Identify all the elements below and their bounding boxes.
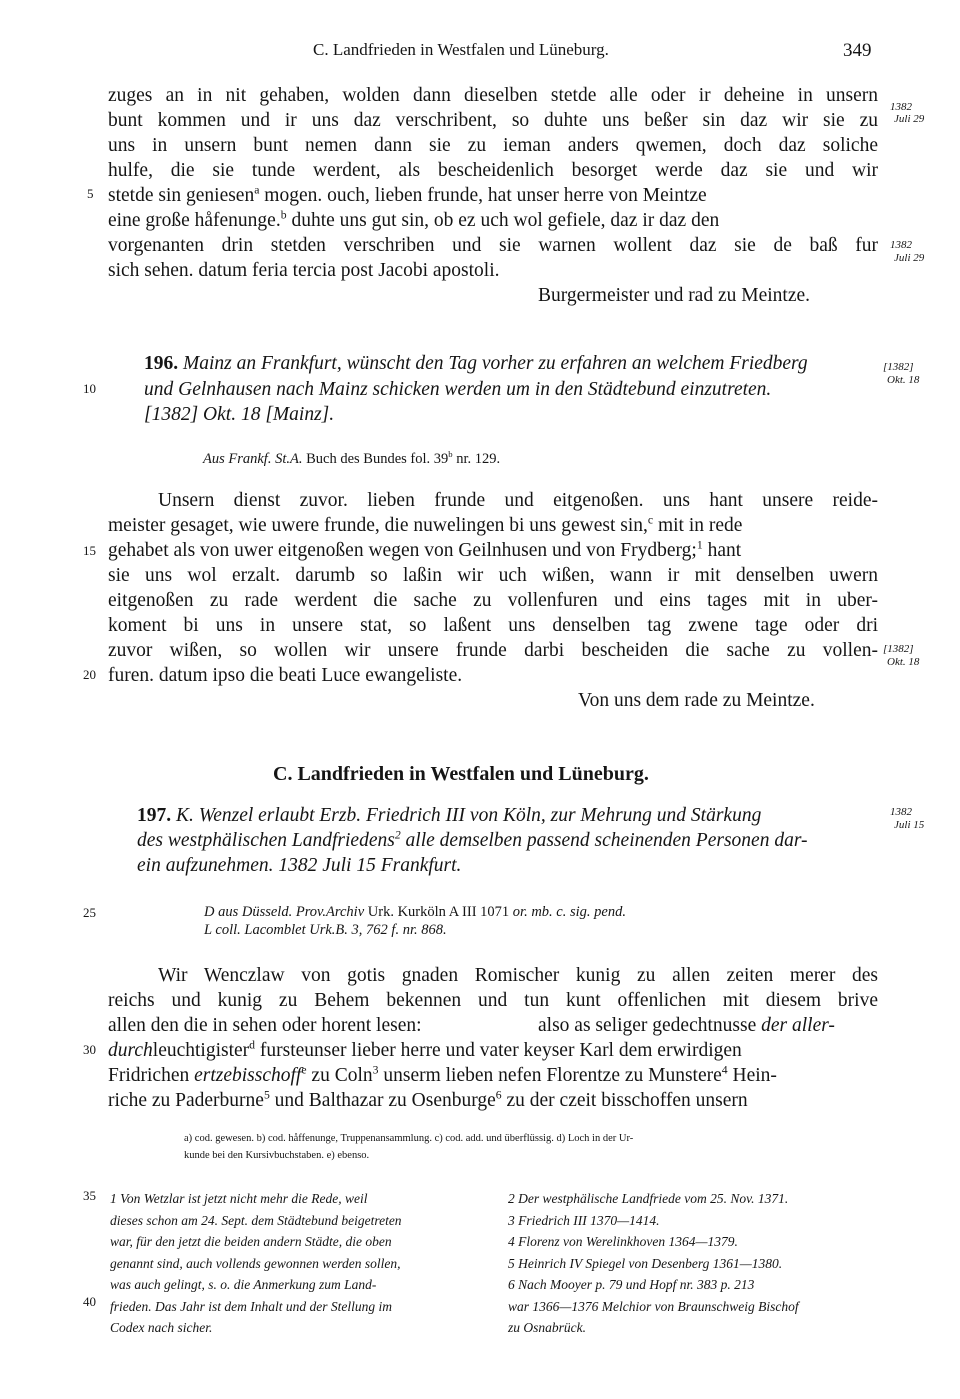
text-line: eitgenoßen zu rade werdent die sache zu vollenfuren und eins tages mit in uber- [108,590,878,611]
margin-date: [1382] Okt. 18 [883,643,920,668]
text-line: zuges an in nit gehaben, wolden dann dieselben stetde alle oder ir deheine in unsern [108,85,878,106]
doc-197-source: D aus Düsseld. Prov.Archiv Urk. Kurköln A III 1071 or. mb. c. sig. pend. [204,904,626,920]
note-marker: a [254,183,260,197]
text-line: riche zu Paderburne$^5$ und Balthazar zu Osenburge$^6$ zu der czeit bisschoffen unsern [108,1088,748,1111]
signature: Von uns dem rade zu Meintze. [578,690,815,711]
doc-197-regest: des westphälischen Landfriedens$^2$ alle demselben passend scheinenden Personen dar- [137,828,808,851]
text-line: uns in unsern bunt nemen dann sie zu ieman anders qwemen, doch daz soliche [108,135,878,156]
text-line: zuvor wißen, so wollen wir unsere frunde darbi bescheiden die sache zu vollen- [108,640,878,661]
note-marker: b [280,208,287,222]
line-number: 15 [83,543,96,558]
doc-197-date: ein aufzunehmen. 1382 Juli 15 Frankfurt. [137,855,462,876]
footnote-line: 5 Heinrich IV Spiegel von Desenberg 1361—1380. [508,1255,783,1271]
note-marker: 4 [721,1063,728,1077]
note-marker: c [647,513,654,527]
doc-196-source: Aus Frankf. St.A. Buch des Bundes fol. 39$^b$ nr. 129. [203,449,501,467]
text-line: vorgenanten drin stetden verschriben und sie warnen wollent daz sie de baß fur [108,235,878,256]
line-number: 40 [83,1294,96,1309]
text-line: reichs und kunig zu Behem bekennen und tun kunt offenlichen mit diesem brive [108,990,878,1011]
margin-date: [1382] Okt. 18 [883,361,920,386]
footnotes-left [110,1188,402,1339]
text-line: sie uns wol erzalt. darumb so laßin wir uch wißen, wann ir mit denselben uwern [108,565,878,586]
apparatus-line: kunde bei den Kursivbuchstaben. e) ebenso. [184,1150,370,1161]
doc-number: 197. [137,805,172,826]
doc-196-date: [1382] Okt. 18 [Mainz]. [144,404,335,425]
footnotes-right [508,1188,799,1339]
footnote-line: was auch gelingt, s. o. die Anmerkung zum Land- [110,1277,377,1292]
text-line: gehabet als von uwer eitgenoßen wegen von Geilnhusen und von Frydberg;$^1$ hant [108,538,742,561]
note-marker: d [249,1038,256,1052]
doc-number: 196. [144,353,179,374]
footnote-line: frieden. Das Jahr ist dem Inhalt und der Stellung im [110,1298,392,1314]
signature: Burgermeister und rad zu Meintze. [538,285,811,306]
line-number: 25 [83,905,96,920]
footnote-line: 3 Friedrich III 1370—1414. [508,1212,660,1228]
note-marker: 3 [372,1063,379,1077]
page-number: 349 [843,40,872,61]
note-marker: e [301,1063,307,1077]
footnote-line: 1 Von Wetzlar ist jetzt nicht mehr die Rede, weil [110,1191,368,1206]
footnote-line: 4 Florenz von Werelinkhoven 1364—1379. [508,1234,738,1249]
footnote-line: 6 Nach Mooyer p. 79 und Hopf nr. 383 p. 213 [508,1277,755,1292]
line-number: 10 [83,381,96,396]
footnote-line: war 1366—1376 Melchior von Braunschweig Bischof [508,1298,799,1314]
text-line: stetde sin geniesen$^a$ mogen. ouch, lieben frunde, hat unser herre von Meintze [108,183,707,206]
footnote-line: zu Osnabrück. [508,1320,586,1335]
margin-date: 1382 Juli 29 [890,239,925,264]
text-line: Unsern dienst zuvor. lieben frunde und eitgenoßen. uns hant unsere reide- [158,490,878,511]
text-line: durchleuchtigister$^d$ fursteunser lieber herre und vater keyser Karl dem erwirdigen [108,1038,742,1061]
text-line: hulfe, die sie tunde werdent, als bescheidenlich besorget werde daz sie und wir [108,160,878,181]
line-number: 5 [87,186,94,201]
doc-197-source: L coll. Lacomblet Urk.B. 3, 762 f. nr. 868. [204,922,447,938]
footnote-line: genannt sind, auch vollends gewonnen werden sollen, [110,1255,401,1271]
text-line: eine große håfenunge.$^b$ duhte uns gut sin, ob ez uch wol gefiele, daz ir daz den [108,208,720,231]
margin-date: 1382 Juli 15 [890,806,925,831]
text-line: allen den die in sehen oder horent lesen: [108,1015,422,1036]
text-line: meister gesaget, wie uwere frunde, die nuwelingen bi uns gewest sin,$^c$ mit in rede [108,513,743,536]
footnote-line: dieses schon am 24. Sept. dem Städtebund beigetreten [110,1212,402,1228]
text-line: also as seliger gedechtnusse der aller- [538,1015,835,1036]
text-line: Wir Wenczlaw von gotis gnaden Romischer kunig zu allen zeiten merer des [158,965,878,986]
text-line: koment bi uns in unsere stat, so laßent uns denselben tag zwene tage oder dri [108,615,878,636]
doc-197-regest: 197. K. Wenzel erlaubt Erzb. Friedrich III von Köln, zur Mehrung und Stärkung [137,805,762,826]
line-number: 30 [83,1042,96,1057]
footnote-line: Codex nach sicher. [110,1320,213,1335]
line-number: 20 [83,667,96,682]
footnote-line: 2 Der westphälische Landfriede vom 25. Nov. 1371. [508,1191,789,1206]
line-number: 35 [83,1188,96,1203]
text-line: furen. datum ipso die beati Luce ewangeliste. [108,665,463,686]
note-marker: 5 [263,1088,270,1102]
footnote-line: war, für den jetzt die beiden andern Städte, die oben [110,1234,392,1249]
margin-date: 1382 Juli 29 [890,101,925,125]
note-marker: 1 [696,538,703,552]
doc-196-regest: und Gelnhausen nach Mainz schicken werden um in den Städtebund einzutreten. [144,379,772,400]
text-line: sich sehen. datum feria tercia post Jacobi apostoli. [108,260,500,281]
doc-196-regest: 196. Mainz an Frankfurt, wünscht den Tag vorher zu erfahren an welchem Friedberg [144,353,808,374]
running-title: C. Landfrieden in Westfalen und Lüneburg. [313,40,609,59]
apparatus-line: a) cod. gewesen. b) cod. håffenunge, Truppenansammlung. c) cod. add. und überflüssig. d) Loch in der Ur- [184,1133,634,1144]
text-line: Fridrichen ertzebisschoff$^e$ zu Coln$^3$ unserm lieben nefen Florentze zu Munstere$^4$ Hein- [108,1063,777,1086]
section-title: C. Landfrieden in Westfalen und Lüneburg. [273,763,649,785]
note-marker: 6 [495,1088,502,1102]
text-line: bunt kommen und ir uns daz verschribent, so duhte uns beßer sin daz wir sie zu [108,110,878,131]
